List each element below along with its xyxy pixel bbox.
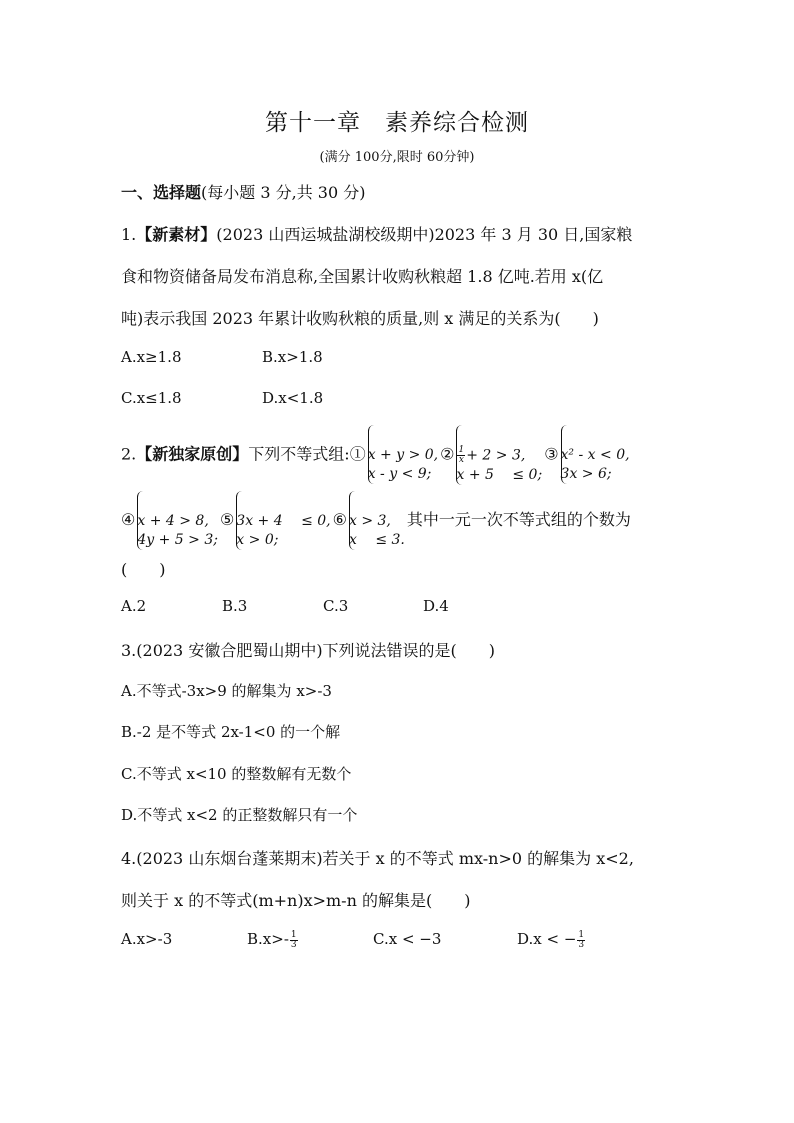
q4-line2: 则关于 x 的不等式(m+n)x>m-n 的解集是( ) [121, 891, 471, 910]
q1-number: 1. [121, 225, 137, 244]
q4-option-b-fraction: $\frac{1}{3}$ [290, 929, 297, 950]
q2-system-5-row2: x > 0; [236, 532, 279, 548]
q2-option-d[interactable]: D.4 [423, 597, 449, 615]
q2-circle-2: ② [440, 444, 455, 464]
q2-option-b[interactable]: B.3 [222, 597, 248, 615]
q4-option-b-text: B.x>- [247, 930, 289, 948]
q4-line1: 4.(2023 山东烟台蓬莱期末)若关于 x 的不等式 mx-n>0 的解集为 x<2, [121, 849, 634, 868]
q2-option-c[interactable]: C.3 [323, 597, 349, 615]
q2-lead: 下列不等式组: [248, 444, 350, 464]
q2-system-3-row1: x² - x < 0, [560, 447, 630, 464]
q2-system-3 [561, 425, 630, 484]
q1-line3: 吨)表示我国 2023 年累计收购秋粮的质量,则 x 满足的关系为( ) [121, 309, 599, 328]
q2-circle-1: ① [349, 444, 366, 464]
q2-system-6 [349, 491, 405, 550]
q2-system-1-row1: x + y > 0, [367, 447, 439, 464]
q4-option-c[interactable]: C.x < −3 [373, 930, 442, 948]
q2-option-a[interactable]: A.2 [121, 597, 147, 615]
q2-system-3-row2: 3x > 6; [560, 466, 612, 483]
q2-number: 2. [121, 444, 137, 464]
q3-option-b[interactable]: B.-2 是不等式 2x-1<0 的一个解 [121, 723, 341, 741]
q2-system-6-row1: x > 3, [348, 513, 391, 529]
q1-line1 [121, 222, 632, 245]
q2-system-2-row1: + 2 > 3, [466, 447, 526, 464]
section-heading [121, 180, 365, 203]
q2-tail: 其中一元一次不等式组的个数为 [406, 510, 631, 529]
q2-circle-3: ③ [544, 444, 559, 464]
q2-system-5-row1: 3x + 4 ≤ 0, [236, 513, 331, 529]
q1-option-b[interactable]: B.x>1.8 [262, 348, 323, 366]
q4-option-a[interactable]: A.x>-3 [121, 930, 173, 948]
q2-fraction: $\frac{1}{x}$ [458, 445, 465, 465]
q3-stem: 3.(2023 安徽合肥蜀山期中)下列说法错误的是( ) [121, 641, 496, 660]
q1-line2: 食和物资储备局发布消息称,全国累计收购秋粮超 1.8 亿吨.若用 x(亿 [121, 267, 604, 286]
q2-system-2 [456, 425, 542, 485]
section-note: (每小题 3 分,共 30 分) [201, 183, 366, 202]
q4-option-d-fraction: $\frac{1}{3}$ [578, 929, 585, 950]
q1-option-a[interactable]: A.x≥1.8 [121, 348, 182, 366]
q3-option-a[interactable]: A.不等式-3x>9 的解集为 x>-3 [121, 682, 332, 700]
q2-system-4 [137, 491, 218, 550]
q2-system-5 [236, 491, 330, 550]
q2-system-2-row2: x + 5 ≤ 0; [456, 466, 543, 483]
q2-line1 [121, 425, 632, 485]
page-title: 第十一章 素养综合检测 [265, 110, 529, 136]
q2-system-1-row2: x - y < 9; [367, 466, 432, 483]
q2-tag: 【新独家原创】 [136, 444, 249, 464]
q4-option-d[interactable] [517, 930, 586, 950]
q4-option-b[interactable] [247, 930, 299, 950]
q3-option-c[interactable]: C.不等式 x<10 的整数解有无数个 [121, 765, 352, 783]
q2-paren: ( ) [121, 560, 166, 579]
section-title: 一、选择题 [121, 183, 202, 202]
q2-line2 [121, 491, 631, 550]
q2-circle-6: ⑥ [332, 510, 347, 529]
q4-option-d-text: D.x < − [517, 930, 577, 948]
q1-tag: 【新素材】 [136, 225, 217, 244]
q2-circle-5: ⑤ [219, 510, 235, 529]
q2-system-6-row2: x ≤ 3. [348, 532, 405, 548]
q1-option-c[interactable]: C.x≤1.8 [121, 389, 182, 407]
q2-system-1 [368, 425, 438, 484]
q3-option-d[interactable]: D.不等式 x<2 的正整数解只有一个 [121, 806, 358, 824]
q2-system-4-row1: x + 4 > 8, [137, 513, 209, 529]
q1-option-d[interactable]: D.x<1.8 [262, 389, 324, 407]
q1-text1: (2023 山西运城盐湖校级期中)2023 年 3 月 30 日,国家粮 [216, 225, 633, 244]
page-subtitle: (满分 100分,限时 60分钟) [319, 150, 475, 165]
q2-system-4-row2: 4y + 5 > 3; [137, 532, 218, 548]
q2-circle-4: ④ [121, 510, 136, 529]
